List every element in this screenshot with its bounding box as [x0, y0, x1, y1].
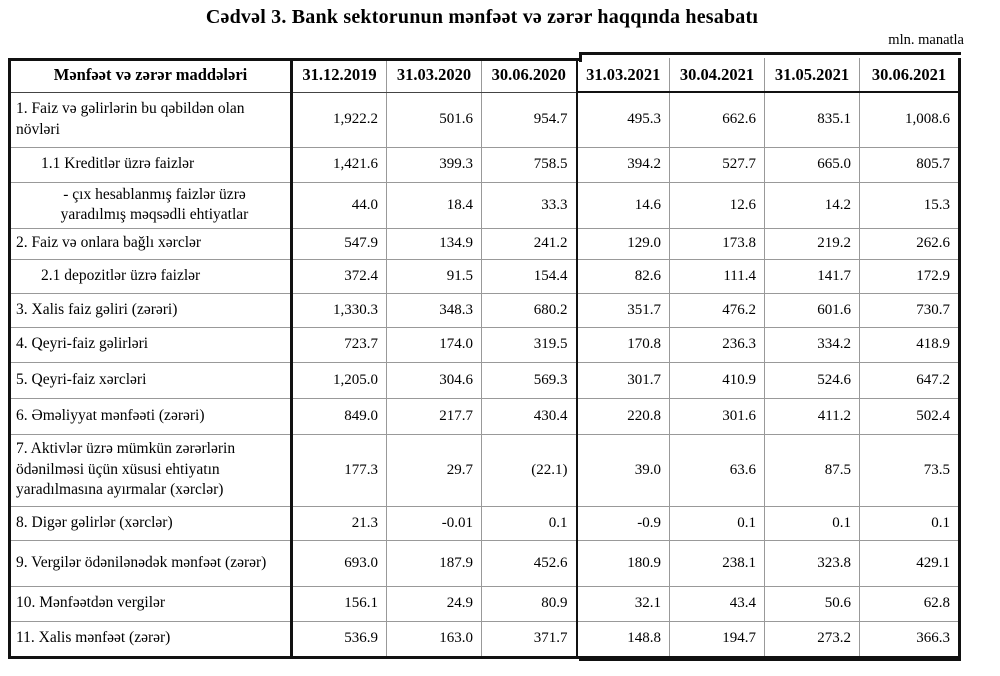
cell-value: 693.0 [292, 540, 387, 586]
cell-value: (22.1) [482, 434, 577, 506]
cell-value: 15.3 [860, 182, 960, 228]
cell-value: 0.1 [860, 506, 960, 540]
cell-value: 148.8 [577, 621, 670, 657]
cell-value: 50.6 [765, 586, 860, 621]
cell-value: 24.9 [387, 586, 482, 621]
cell-value: 1,421.6 [292, 147, 387, 182]
row-label: 2.1 depozitlər üzrə faizlər [10, 259, 292, 293]
cell-value: 452.6 [482, 540, 577, 586]
header-row [10, 58, 960, 92]
cell-value: 351.7 [577, 293, 670, 327]
cell-value: 1,330.3 [292, 293, 387, 327]
cell-value: 723.7 [292, 327, 387, 362]
cell-value: 187.9 [387, 540, 482, 586]
table-bottom-border-right [579, 658, 961, 661]
table-row [10, 586, 960, 621]
cell-value: 304.6 [387, 362, 482, 398]
table-top-step-connector [579, 52, 582, 62]
cell-value: 219.2 [765, 228, 860, 259]
table-row [10, 147, 960, 182]
cell-value: 399.3 [387, 147, 482, 182]
cell-value: 601.6 [765, 293, 860, 327]
row-label: 4. Qeyri-faiz gəlirləri [10, 327, 292, 362]
column-header-date: 31.03.2020 [387, 58, 482, 92]
cell-value: 238.1 [670, 540, 765, 586]
cell-value: 12.6 [670, 182, 765, 228]
cell-value: 348.3 [387, 293, 482, 327]
cell-value: 18.4 [387, 182, 482, 228]
table-row [10, 327, 960, 362]
cell-value: 82.6 [577, 259, 670, 293]
row-label: 9. Vergilər ödənilənədək mənfəət (zərər) [10, 540, 292, 586]
cell-value: 32.1 [577, 586, 670, 621]
cell-value: 1,205.0 [292, 362, 387, 398]
row-label: - çıx hesablanmış faizlər üzrə yaradılmış məqsədli ehtiyatlar [10, 182, 292, 228]
cell-value: 44.0 [292, 182, 387, 228]
table-container [8, 50, 961, 659]
cell-value: 527.7 [670, 147, 765, 182]
cell-value: 194.7 [670, 621, 765, 657]
cell-value: 319.5 [482, 327, 577, 362]
cell-value: 220.8 [577, 398, 670, 434]
table-row [10, 293, 960, 327]
cell-value: 524.6 [765, 362, 860, 398]
cell-value: 502.4 [860, 398, 960, 434]
cell-value: 174.0 [387, 327, 482, 362]
row-label: 7. Aktivlər üzrə mümkün zərərlərin ödənilməsi üçün xüsusi ehtiyatın yaradılmasına ayırmalar (xərclər) [10, 434, 292, 506]
page-title: Cədvəl 3. Bank sektorunun mənfəət və zərər haqqında hesabatı [205, 6, 759, 28]
cell-value: 680.2 [482, 293, 577, 327]
cell-value: 29.7 [387, 434, 482, 506]
column-header-date: 31.12.2019 [292, 58, 387, 92]
cell-value: 14.6 [577, 182, 670, 228]
table-row [10, 228, 960, 259]
unit-note: mln. manatla [888, 32, 964, 48]
cell-value: 217.7 [387, 398, 482, 434]
cell-value: 647.2 [860, 362, 960, 398]
cell-value: 154.4 [482, 259, 577, 293]
cell-value: 371.7 [482, 621, 577, 657]
cell-value: 172.9 [860, 259, 960, 293]
row-label: 11. Xalis mənfəət (zərər) [10, 621, 292, 657]
table-row [10, 182, 960, 228]
table-row [10, 362, 960, 398]
cell-value: 43.4 [670, 586, 765, 621]
row-label: 2. Faiz və onlara bağlı xərclər [10, 228, 292, 259]
cell-value: 273.2 [765, 621, 860, 657]
cell-value: 173.8 [670, 228, 765, 259]
cell-value: 334.2 [765, 327, 860, 362]
column-header-date: 30.04.2021 [670, 58, 765, 92]
row-label: 6. Əməliyyat mənfəəti (zərəri) [10, 398, 292, 434]
cell-value: 536.9 [292, 621, 387, 657]
table-row [10, 540, 960, 586]
row-label: 8. Digər gəlirlər (xərclər) [10, 506, 292, 540]
cell-value: 429.1 [860, 540, 960, 586]
table-row [10, 92, 960, 147]
column-header-items: Mənfəət və zərər maddələri [10, 58, 292, 92]
table-top-border-left [8, 58, 581, 61]
cell-value: 80.9 [482, 586, 577, 621]
cell-value: 1,008.6 [860, 92, 960, 147]
cell-value: 372.4 [292, 259, 387, 293]
row-label: 1. Faiz və gəlirlərin bu qəbildən olan növləri [10, 92, 292, 147]
cell-value: -0.01 [387, 506, 482, 540]
cell-value: 662.6 [670, 92, 765, 147]
cell-value: 301.7 [577, 362, 670, 398]
table-row [10, 434, 960, 506]
cell-value: 805.7 [860, 147, 960, 182]
cell-value: 418.9 [860, 327, 960, 362]
column-header-date: 31.05.2021 [765, 58, 860, 92]
cell-value: 236.3 [670, 327, 765, 362]
cell-value: 33.3 [482, 182, 577, 228]
column-header-date: 30.06.2020 [482, 58, 577, 92]
row-label: 5. Qeyri-faiz xərcləri [10, 362, 292, 398]
document-page [0, 6, 1000, 676]
cell-value: 758.5 [482, 147, 577, 182]
column-header-date: 30.06.2021 [860, 58, 960, 92]
table-row [10, 398, 960, 434]
cell-value: 134.9 [387, 228, 482, 259]
cell-value: -0.9 [577, 506, 670, 540]
cell-value: 849.0 [292, 398, 387, 434]
cell-value: 180.9 [577, 540, 670, 586]
table-row [10, 621, 960, 657]
cell-value: 954.7 [482, 92, 577, 147]
cell-value: 323.8 [765, 540, 860, 586]
cell-value: 547.9 [292, 228, 387, 259]
cell-value: 0.1 [765, 506, 860, 540]
cell-value: 730.7 [860, 293, 960, 327]
cell-value: 129.0 [577, 228, 670, 259]
cell-value: 39.0 [577, 434, 670, 506]
cell-value: 91.5 [387, 259, 482, 293]
table-top-border-right [579, 52, 961, 55]
table-body [10, 92, 960, 657]
cell-value: 410.9 [670, 362, 765, 398]
cell-value: 177.3 [292, 434, 387, 506]
cell-value: 301.6 [670, 398, 765, 434]
cell-value: 241.2 [482, 228, 577, 259]
profit-loss-table [8, 58, 961, 659]
cell-value: 170.8 [577, 327, 670, 362]
column-header-date: 31.03.2021 [577, 58, 670, 92]
cell-value: 262.6 [860, 228, 960, 259]
cell-value: 14.2 [765, 182, 860, 228]
cell-value: 141.7 [765, 259, 860, 293]
cell-value: 111.4 [670, 259, 765, 293]
row-label: 1.1 Kreditlər üzrə faizlər [10, 147, 292, 182]
cell-value: 476.2 [670, 293, 765, 327]
cell-value: 63.6 [670, 434, 765, 506]
cell-value: 495.3 [577, 92, 670, 147]
cell-value: 835.1 [765, 92, 860, 147]
row-label: 3. Xalis faiz gəliri (zərəri) [10, 293, 292, 327]
cell-value: 163.0 [387, 621, 482, 657]
row-label: 10. Mənfəətdən vergilər [10, 586, 292, 621]
cell-value: 21.3 [292, 506, 387, 540]
cell-value: 394.2 [577, 147, 670, 182]
cell-value: 62.8 [860, 586, 960, 621]
cell-value: 569.3 [482, 362, 577, 398]
cell-value: 1,922.2 [292, 92, 387, 147]
cell-value: 411.2 [765, 398, 860, 434]
cell-value: 665.0 [765, 147, 860, 182]
cell-value: 430.4 [482, 398, 577, 434]
cell-value: 0.1 [482, 506, 577, 540]
cell-value: 366.3 [860, 621, 960, 657]
cell-value: 156.1 [292, 586, 387, 621]
cell-value: 501.6 [387, 92, 482, 147]
cell-value: 0.1 [670, 506, 765, 540]
cell-value: 73.5 [860, 434, 960, 506]
table-row [10, 506, 960, 540]
table-row [10, 259, 960, 293]
cell-value: 87.5 [765, 434, 860, 506]
